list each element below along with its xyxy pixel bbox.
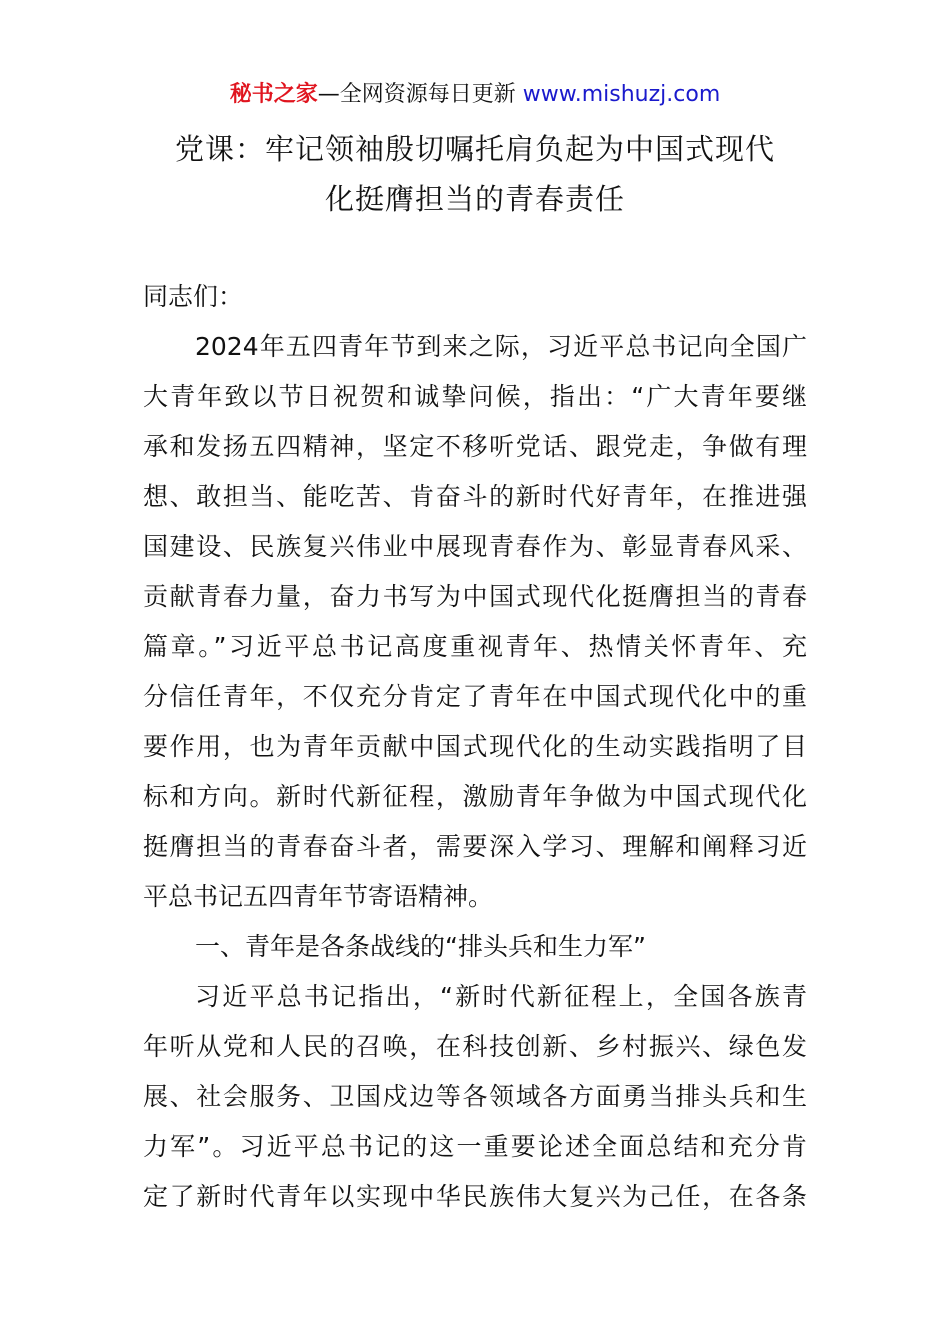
paragraph-line: 年听从党和人民的召唤，在科技创新、乡村振兴、绿色发 [143,1032,807,1061]
paragraph-line: 大青年致以节日祝贺和诚挚问候，指出：“广大青年要继 [143,382,807,411]
paragraph-line: 力军”。习近平总书记的这一重要论述全面总结和充分肯 [143,1132,807,1161]
site-url-link[interactable]: www.mishuzj.com [522,82,721,107]
paragraph-intro [143,322,807,922]
paragraph-line: 想、敢担当、能吃苦、肯奋斗的新时代好青年，在推进强 [143,482,807,511]
paragraph-section-1 [143,972,807,1222]
section-heading-1: 一、青年是各条战线的“排头兵和生力军” [195,932,646,961]
paragraph-line: 挺膺担当的青春奋斗者，需要深入学习、理解和阐释习近 [143,832,807,861]
paragraph-line: 承和发扬五四精神，坚定不移听党话、跟党走，争做有理 [143,432,807,461]
paragraph-line: 习近平总书记指出，“新时代新征程上，全国各族青 [195,982,807,1011]
paragraph-line: 展、社会服务、卫国戍边等各领域各方面勇当排头兵和生 [143,1082,807,1111]
document-title [140,124,810,224]
paragraph-line: 2024年五四青年节到来之际，习近平总书记向全国广 [195,332,807,361]
paragraph-line: 标和方向。新时代新征程，激励青年争做为中国式现代化 [143,782,807,811]
paragraph-line: 要作用，也为青年贡献中国式现代化的生动实践指明了目 [143,732,807,761]
site-header [0,78,950,112]
paragraph-line: 篇章。”习近平总书记高度重视青年、热情关怀青年、充 [143,632,807,661]
title-line-2: 化挺膺担当的青春责任 [324,182,625,216]
brand-name: 秘书之家 [229,82,318,107]
header-tagline: —全网资源每日更新 [317,82,523,107]
paragraph-line: 分信任青年，不仅充分肯定了青年在中国式现代化中的重 [143,682,807,711]
title-line-1: 党课：牢记领袖殷切嘱托肩负起为中国式现代 [174,132,775,166]
paragraph-line: 平总书记五四青年节寄语精神。 [143,882,494,911]
greeting: 同志们： [143,282,244,311]
document-body [143,272,807,1222]
paragraph-line: 贡献青春力量，奋力书写为中国式现代化挺膺担当的青春 [143,582,807,611]
paragraph-line: 定了新时代青年以实现中华民族伟大复兴为己任，在各条 [143,1182,807,1211]
paragraph-line: 国建设、民族复兴伟业中展现青春作为、彰显青春风采、 [143,532,807,561]
